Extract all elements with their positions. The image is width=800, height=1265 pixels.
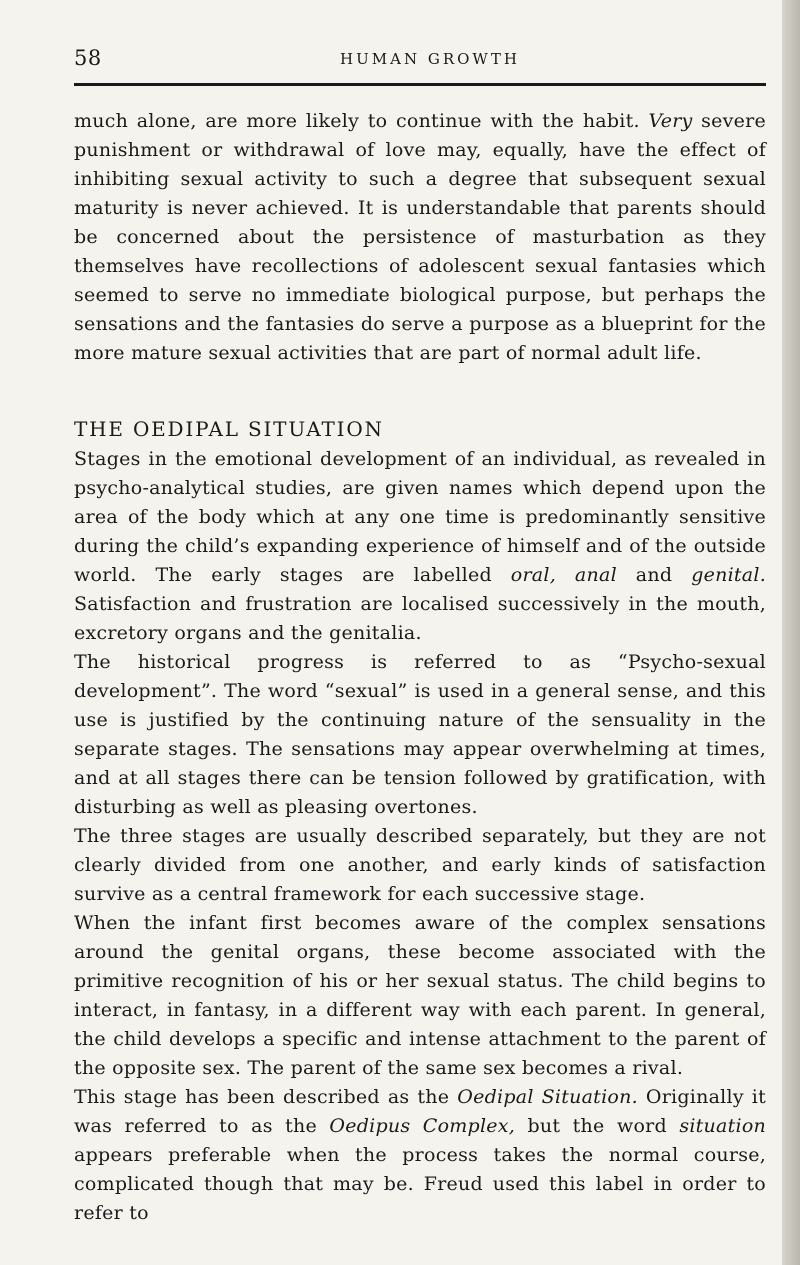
section-heading: THE OEDIPAL SITUATION xyxy=(74,417,384,441)
continuation-paragraph xyxy=(74,107,766,368)
paragraph-text: and xyxy=(616,564,692,586)
paragraph-text: appears preferable when the process takes the normal course, complicated though that may be. Freud used this label in order to refer to xyxy=(74,1144,766,1224)
paragraph-text: Stages in the emotional development of an individual, as revealed in psycho-analytical studies, are given names which depend upon the area of the body which at any one time is predominantly sensitive during the child’s expanding experience of himself and of the outside world. The early stages are labelled xyxy=(74,448,766,586)
paragraph-stages xyxy=(74,445,766,648)
paragraph-text: but the word xyxy=(515,1115,680,1137)
paragraph-text xyxy=(556,564,575,586)
paragraph-psycho-sexual: The historical progress is referred to as “Psycho-sexual development”. The word “sexual” is used in a general sense, and this use is justified by the continuing nature of the sensuality in the separate stages. The sensations may appear overwhelming at times, and at all stages there can be tension followed by gratification, with disturbing as well as pleasing overtones. xyxy=(74,651,766,818)
running-head: HUMAN GROWTH xyxy=(340,50,520,68)
paragraph-text: much alone, are more likely to continue with the habit. xyxy=(74,110,649,132)
page-number: 58 xyxy=(74,46,102,70)
term-oedipus-complex: Oedipus Complex, xyxy=(329,1115,516,1137)
paragraph-text: This stage has been described as the xyxy=(74,1086,458,1108)
paragraph-text: Originally it was referred to as the xyxy=(74,1086,767,1137)
page-edge xyxy=(782,0,800,1265)
header-rule xyxy=(74,83,766,86)
page-header xyxy=(74,46,766,78)
term-situation: situation xyxy=(679,1115,766,1137)
paragraph-text: Satisfaction and frustration are localised successively in the mouth, excretory organs and the genitalia. xyxy=(74,593,766,644)
paragraph-infant-awareness: When the infant first becomes aware of the complex sensations around the genital organs, these become associated with the primitive recognition of his or her sexual status. The child begins to interact, in fantasy, in a different way with each parent. In general, the child develops a specific and intense attachment to the parent of the opposite sex. The parent of the same sex becomes a rival. xyxy=(74,912,766,1079)
term-oedipal-situation: Oedipal Situation. xyxy=(457,1086,638,1108)
paragraph-text: severe punishment or withdrawal of love may, equally, have the effect of inhibiting sexual activity to such a degree that subsequent sexual maturity is never achieved. It is understandable that parents should be concerned about the persistence of masturbation as they themselves have recollections of adolescent sexual fantasies which seemed to serve no immediate biological purpose, but perhaps the sensations and the fantasies do serve a purpose as a blueprint for the more mature sexual activities that are part of normal adult life. xyxy=(74,110,766,364)
term-anal: anal xyxy=(574,564,617,586)
term-genital: genital. xyxy=(691,564,766,586)
emphasis-text: Very xyxy=(648,110,693,132)
paragraph-three-stages: The three stages are usually described separately, but they are not clearly divided from one another, and early kinds of satisfaction survive as a central framework for each successive stage. xyxy=(74,825,766,905)
term-oral: oral, xyxy=(510,564,556,586)
paragraph-oedipal xyxy=(74,1083,766,1228)
page-body xyxy=(74,107,766,1228)
